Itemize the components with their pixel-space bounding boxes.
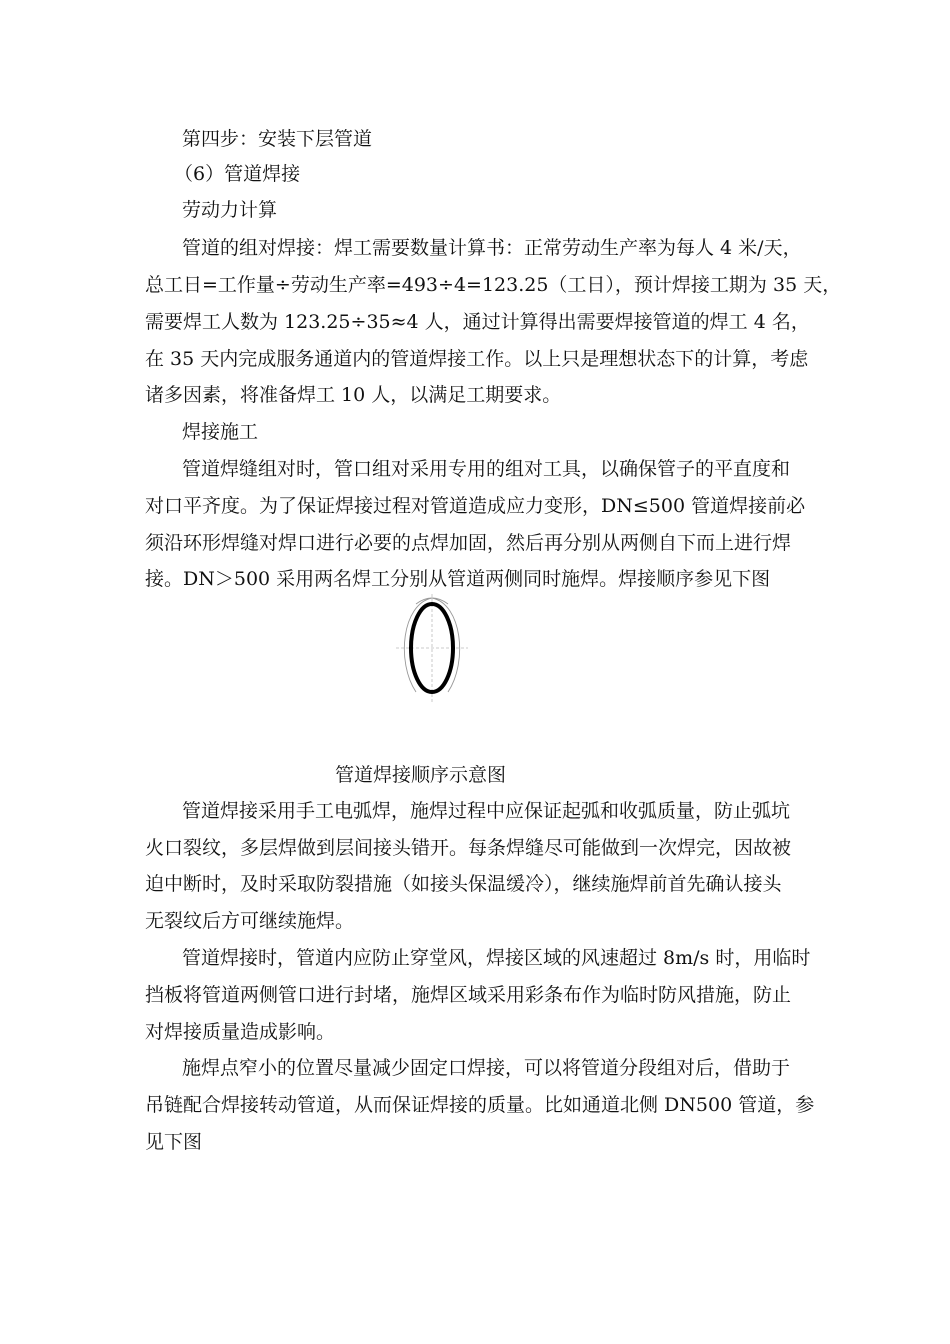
labor-paragraph-line: 总工日=工作量÷劳动生产率=493÷4=123.25（工日），预计焊接工期为 35 天， bbox=[145, 274, 842, 296]
welding-paragraph-line: 管道焊缝组对时，管口组对采用专用的组对工具，以确保管子的平直度和 bbox=[182, 458, 791, 480]
narrow-paragraph-line: 施焊点窄小的位置尽量减少固定口焊接，可以将管道分段组对后，借助于 bbox=[182, 1057, 791, 1079]
narrow-paragraph-line: 吊链配合焊接转动管道，从而保证焊接的质量。比如通道北侧 DN500 管道，参 bbox=[145, 1094, 815, 1116]
weld-sequence-diagram bbox=[392, 592, 472, 704]
labor-paragraph-line: 需要焊工人数为 123.25÷35≈4 人，通过计算得出需要焊接管道的焊工 4 名， bbox=[145, 311, 810, 333]
arc-paragraph-line: 火口裂纹，多层焊做到层间接头错开。每条焊缝尽可能做到一次焊完，因故被 bbox=[145, 837, 792, 859]
narrow-paragraph-line: 见下图 bbox=[145, 1131, 203, 1153]
arc-paragraph-line: 无裂纹后方可继续施焊。 bbox=[145, 910, 355, 932]
labor-heading: 劳动力计算 bbox=[182, 199, 278, 221]
welding-paragraph-line: 对口平齐度。为了保证焊接过程对管道造成应力变形，DN≤500 管道焊接前必 bbox=[145, 495, 806, 517]
wind-paragraph-line: 挡板将管道两侧管口进行封堵，施焊区域采用彩条布作为临时防风措施，防止 bbox=[145, 984, 792, 1006]
arc-paragraph-line: 迫中断时，及时采取防裂措施（如接头保温缓冷），继续施焊前首先确认接头 bbox=[145, 873, 782, 895]
wind-paragraph-line: 管道焊接时，管道内应防止穿堂风，焊接区域的风速超过 8m/s 时，用临时 bbox=[182, 947, 811, 969]
arc-paragraph-line: 管道焊接采用手工电弧焊，施焊过程中应保证起弧和收弧质量，防止弧坑 bbox=[182, 800, 791, 822]
welding-heading: 焊接施工 bbox=[182, 421, 259, 443]
step-heading: 第四步：安装下层管道 bbox=[182, 128, 373, 150]
figure-caption: 管道焊接顺序示意图 bbox=[335, 764, 507, 786]
wind-paragraph-line: 对焊接质量造成影响。 bbox=[145, 1021, 336, 1043]
labor-paragraph-line: 在 35 天内完成服务通道内的管道焊接工作。以上只是理想状态下的计算，考虑 bbox=[145, 348, 809, 370]
labor-paragraph-line: 管道的组对焊接：焊工需要数量计算书：正常劳动生产率为每人 4 米/天， bbox=[182, 237, 802, 259]
section-heading: （6）管道焊接 bbox=[174, 163, 301, 185]
welding-paragraph-line: 须沿环形焊缝对焊口进行必要的点焊加固，然后再分别从两侧自下而上进行焊 bbox=[145, 532, 792, 554]
labor-paragraph-line: 诸多因素，将准备焊工 10 人，以满足工期要求。 bbox=[145, 384, 562, 406]
welding-paragraph-line: 接。DN＞500 采用两名焊工分别从管道两侧同时施焊。焊接顺序参见下图 bbox=[145, 568, 771, 590]
